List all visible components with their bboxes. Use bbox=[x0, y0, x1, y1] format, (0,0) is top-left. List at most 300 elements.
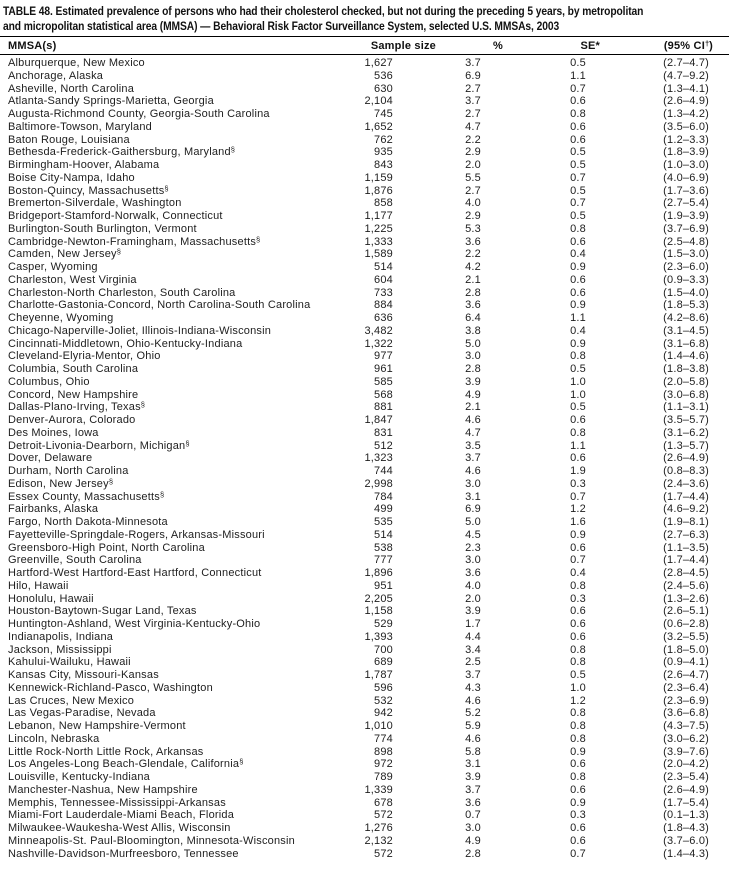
percent-cell: 3.0 bbox=[465, 477, 481, 490]
se-cell: 0.8 bbox=[570, 108, 586, 120]
mmsa-name: Durham, North Carolina bbox=[8, 465, 129, 477]
percent-cell: 4.0 bbox=[465, 579, 481, 592]
sample-size-cell: 774 bbox=[374, 732, 393, 745]
mmsa-cell bbox=[0, 55, 352, 70]
sample-size-cell: 529 bbox=[374, 618, 393, 630]
ci-cell: (1.3–5.7) bbox=[663, 439, 709, 452]
mmsa-name: Baltimore-Towson, Maryland bbox=[8, 120, 152, 133]
mmsa-name: Las Cruces, New Mexico bbox=[8, 694, 135, 707]
sample-size-cell: 1,159 bbox=[364, 171, 393, 184]
ci-cell: (1.8–3.9) bbox=[663, 146, 709, 159]
mmsa-name: Hilo, Hawaii bbox=[8, 579, 69, 592]
mmsa-cell bbox=[0, 159, 352, 172]
table-row bbox=[0, 440, 729, 453]
mmsa-cell bbox=[0, 108, 352, 121]
mmsa-name: Bethesda-Frederick-Gaithersburg, Maryland bbox=[8, 146, 231, 159]
se-cell: 0.6 bbox=[570, 630, 586, 643]
sample-size-cell: 1,876 bbox=[364, 184, 393, 197]
mmsa-name: Los Angeles-Long Beach-Glendale, California bbox=[8, 758, 240, 771]
percent-cell: 4.5 bbox=[465, 528, 481, 541]
mmsa-name: Fayetteville-Springdale-Rogers, Arkansas-Missouri bbox=[8, 528, 265, 541]
se-cell: 0.8 bbox=[570, 656, 586, 669]
table-row bbox=[0, 605, 729, 618]
sample-size-cell: 1,323 bbox=[364, 452, 393, 465]
se-cell: 0.4 bbox=[570, 248, 586, 261]
mmsa-name: Kahului-Wailuku, Hawaii bbox=[8, 656, 131, 669]
se-cell: 0.8 bbox=[570, 732, 586, 745]
se-cell: 0.9 bbox=[570, 261, 586, 273]
mmsa-name: Indianapolis, Indiana bbox=[8, 630, 114, 643]
ci-cell: (0.9–4.1) bbox=[663, 656, 709, 669]
se-cell: 0.6 bbox=[570, 95, 586, 108]
percent-cell: 3.4 bbox=[465, 643, 481, 656]
table-row bbox=[0, 797, 729, 810]
se-cell: 0.9 bbox=[570, 299, 586, 312]
table-row bbox=[0, 376, 729, 389]
ci-cell: (2.6–5.1) bbox=[663, 605, 709, 618]
se-cell: 1.0 bbox=[570, 388, 586, 401]
se-cell: 0.6 bbox=[570, 452, 586, 465]
percent-cell: 3.6 bbox=[465, 567, 481, 579]
se-cell: 1.0 bbox=[570, 375, 586, 388]
percent-cell: 4.9 bbox=[465, 834, 481, 847]
mmsa-cell bbox=[0, 414, 352, 427]
mmsa-name: Cleveland-Elyria-Mentor, Ohio bbox=[8, 350, 161, 363]
ci-cell: (2.3–5.4) bbox=[663, 771, 709, 783]
ci-cell: (2.7–4.7) bbox=[663, 57, 709, 69]
sample-size-cell: 1,225 bbox=[364, 222, 393, 235]
table-row bbox=[0, 299, 729, 312]
table-row bbox=[0, 554, 729, 567]
se-cell: 0.6 bbox=[570, 834, 586, 847]
ci-cell: (4.6–9.2) bbox=[663, 503, 709, 516]
ci-header-text: (95% CI bbox=[663, 40, 705, 52]
ci-cell: (1.1–3.1) bbox=[663, 401, 709, 414]
sample-size-cell: 532 bbox=[374, 694, 393, 707]
mmsa-cell bbox=[0, 720, 352, 733]
sample-size-cell: 843 bbox=[374, 159, 393, 171]
mmsa-name: Cincinnati-Middletown, Ohio-Kentucky-Indiana bbox=[8, 337, 243, 350]
ci-cell: (3.1–6.8) bbox=[663, 337, 709, 350]
mmsa-cell bbox=[0, 452, 352, 465]
ci-cell: (3.1–6.2) bbox=[663, 426, 709, 439]
ci-header-close: ) bbox=[709, 40, 713, 52]
table-row bbox=[0, 784, 729, 797]
sample-size-cell: 858 bbox=[374, 197, 393, 210]
table-row bbox=[0, 809, 729, 822]
se-cell: 0.6 bbox=[570, 235, 586, 248]
mmsa-cell bbox=[0, 401, 352, 414]
mmsa-cell bbox=[0, 478, 352, 491]
percent-cell: 2.2 bbox=[465, 248, 481, 261]
mmsa-cell bbox=[0, 70, 352, 83]
ci-cell: (3.5–6.0) bbox=[663, 120, 709, 133]
table-row bbox=[0, 427, 729, 440]
table-body bbox=[0, 55, 729, 861]
ci-cell: (1.7–3.6) bbox=[663, 184, 709, 197]
mmsa-cell bbox=[0, 695, 352, 708]
mmsa-cell bbox=[0, 427, 352, 440]
sample-size-cell: 1,652 bbox=[364, 120, 393, 133]
ci-cell: (1.9–3.9) bbox=[663, 210, 709, 222]
sample-size-cell: 881 bbox=[374, 401, 393, 414]
percent-cell: 0.7 bbox=[465, 809, 481, 822]
mmsa-name: Dallas-Plano-Irving, Texas bbox=[8, 401, 141, 414]
sample-size-cell: 744 bbox=[374, 465, 393, 477]
sample-size-cell: 1,589 bbox=[364, 248, 393, 261]
mmsa-cell bbox=[0, 707, 352, 720]
se-cell: 1.2 bbox=[570, 503, 586, 516]
percent-cell: 5.0 bbox=[465, 516, 481, 528]
mmsa-cell bbox=[0, 185, 352, 198]
sample-size-cell: 2,205 bbox=[364, 592, 393, 605]
table-row bbox=[0, 478, 729, 491]
percent-cell: 3.9 bbox=[465, 605, 481, 618]
ci-cell: (3.0–6.8) bbox=[663, 388, 709, 401]
sample-size-cell: 1,276 bbox=[364, 822, 393, 834]
table-row bbox=[0, 822, 729, 835]
ci-cell: (2.0–4.2) bbox=[663, 758, 709, 771]
percent-cell: 2.9 bbox=[465, 210, 481, 222]
sample-size-cell: 1,896 bbox=[364, 567, 393, 579]
percent-cell: 3.7 bbox=[465, 95, 481, 108]
ci-cell: (1.3–4.1) bbox=[663, 82, 709, 95]
table-title-line2: and micropolitan statistical area (MMSA) — Behavioral Risk Factor Surveillance System, selected U.S. MMSAs, 2003 bbox=[3, 18, 560, 33]
mmsa-name: Essex County, Massachusetts bbox=[8, 490, 160, 503]
percent-cell: 4.6 bbox=[465, 694, 481, 707]
mmsa-cell bbox=[0, 682, 352, 695]
table-row bbox=[0, 134, 729, 147]
ci-cell: (0.1–1.3) bbox=[663, 809, 709, 822]
table-row bbox=[0, 312, 729, 325]
percent-cell: 5.2 bbox=[465, 707, 481, 720]
sample-size-cell: 961 bbox=[374, 363, 393, 375]
sample-size-cell: 789 bbox=[374, 771, 393, 783]
mmsa-cell bbox=[0, 376, 352, 389]
mmsa-name: Huntington-Ashland, West Virginia-Kentucky-Ohio bbox=[8, 618, 261, 630]
table-row bbox=[0, 542, 729, 555]
mmsa-cell bbox=[0, 771, 352, 784]
section-footnote-mark: § bbox=[164, 184, 169, 193]
ci-cell: (0.8–8.3) bbox=[663, 465, 709, 477]
section-footnote-mark: § bbox=[116, 248, 121, 257]
mmsa-name: Houston-Baytown-Sugar Land, Texas bbox=[8, 605, 197, 618]
mmsa-name: Greensboro-High Point, North Carolina bbox=[8, 541, 205, 554]
table-row bbox=[0, 261, 729, 274]
mmsa-cell bbox=[0, 465, 352, 478]
se-cell: 0.3 bbox=[570, 809, 586, 822]
mmsa-cell bbox=[0, 784, 352, 797]
ci-cell: (1.8–5.3) bbox=[663, 299, 709, 312]
ci-cell: (3.7–6.9) bbox=[663, 222, 709, 235]
table-row bbox=[0, 491, 729, 504]
table-row bbox=[0, 95, 729, 108]
table-row bbox=[0, 274, 729, 287]
table-row bbox=[0, 248, 729, 261]
percent-cell: 4.0 bbox=[465, 197, 481, 210]
mmsa-name: Casper, Wyoming bbox=[8, 261, 98, 273]
sample-size-cell: 604 bbox=[374, 273, 393, 286]
percent-cell: 5.3 bbox=[465, 222, 481, 235]
mmsa-cell bbox=[0, 669, 352, 682]
ci-cell: (3.5–5.7) bbox=[663, 414, 709, 426]
percent-cell: 4.2 bbox=[465, 261, 481, 273]
mmsa-cell bbox=[0, 287, 352, 300]
table-row bbox=[0, 363, 729, 376]
mmsa-name: Miami-Fort Lauderdale-Miami Beach, Florida bbox=[8, 809, 235, 822]
table-row bbox=[0, 401, 729, 414]
sample-size-cell: 784 bbox=[374, 490, 393, 503]
se-cell: 0.7 bbox=[570, 490, 586, 503]
sample-size-cell: 762 bbox=[374, 133, 393, 146]
section-footnote-mark: § bbox=[230, 146, 235, 155]
section-footnote-mark: § bbox=[159, 490, 165, 499]
table-row bbox=[0, 656, 729, 669]
mmsa-name: Birmingham-Hoover, Alabama bbox=[8, 159, 160, 171]
sample-size-cell: 2,998 bbox=[364, 477, 393, 490]
table-row bbox=[0, 567, 729, 580]
mmsa-cell bbox=[0, 580, 352, 593]
percent-cell: 3.0 bbox=[465, 822, 481, 834]
table-title bbox=[0, 0, 729, 33]
mmsa-name: Columbus, Ohio bbox=[8, 375, 90, 388]
percent-cell: 6.4 bbox=[465, 312, 481, 324]
mmsa-cell bbox=[0, 223, 352, 236]
mmsa-cell bbox=[0, 134, 352, 147]
sample-size-cell: 1,010 bbox=[364, 720, 393, 732]
ci-cell: (4.3–7.5) bbox=[663, 720, 709, 732]
column-header-sample-size: Sample size bbox=[352, 37, 437, 55]
sample-size-cell: 535 bbox=[374, 516, 393, 528]
mmsa-name: Charleston, West Virginia bbox=[8, 273, 137, 286]
table-row bbox=[0, 758, 729, 771]
percent-cell: 1.7 bbox=[465, 618, 481, 630]
ci-cell: (1.4–4.3) bbox=[663, 847, 709, 860]
table-row bbox=[0, 338, 729, 351]
mmsa-name: Asheville, North Carolina bbox=[8, 82, 135, 95]
table-row bbox=[0, 172, 729, 185]
sample-size-cell: 514 bbox=[374, 261, 393, 273]
mmsa-cell bbox=[0, 542, 352, 555]
percent-cell: 2.9 bbox=[465, 146, 481, 159]
ci-cell: (1.7–4.4) bbox=[663, 490, 709, 503]
mmsa-cell bbox=[0, 733, 352, 746]
column-header-se: SE* bbox=[505, 37, 610, 55]
percent-cell: 2.7 bbox=[465, 108, 481, 120]
ci-cell: (1.0–3.0) bbox=[663, 159, 709, 171]
sample-size-cell: 1,158 bbox=[364, 605, 393, 618]
se-cell: 1.1 bbox=[570, 312, 586, 324]
mmsa-name: Boston-Quincy, Massachusetts bbox=[8, 184, 165, 197]
ci-cell: (2.7–5.4) bbox=[663, 197, 709, 210]
table-row bbox=[0, 682, 729, 695]
se-cell: 0.4 bbox=[570, 567, 586, 579]
mmsa-name: Lebanon, New Hampshire-Vermont bbox=[8, 720, 186, 732]
mmsa-cell bbox=[0, 274, 352, 287]
sample-size-cell: 831 bbox=[374, 426, 393, 439]
percent-cell: 3.1 bbox=[465, 490, 481, 503]
se-cell: 0.6 bbox=[570, 618, 586, 630]
table-row bbox=[0, 465, 729, 478]
mmsa-cell bbox=[0, 809, 352, 822]
mmsa-name: Memphis, Tennessee-Mississippi-Arkansas bbox=[8, 796, 226, 809]
se-cell: 0.7 bbox=[570, 82, 586, 95]
percent-cell: 3.8 bbox=[465, 324, 481, 337]
mmsa-name: Minneapolis-St. Paul-Bloomington, Minnesota-Wisconsin bbox=[8, 834, 295, 847]
mmsa-cell bbox=[0, 822, 352, 835]
mmsa-name: Little Rock-North Little Rock, Arkansas bbox=[8, 745, 204, 758]
sample-size-cell: 572 bbox=[374, 809, 393, 822]
mmsa-name: Anchorage, Alaska bbox=[8, 69, 104, 82]
table-row bbox=[0, 210, 729, 223]
percent-cell: 5.9 bbox=[465, 720, 481, 732]
sample-size-cell: 2,104 bbox=[364, 95, 393, 108]
mmsa-cell bbox=[0, 121, 352, 134]
se-cell: 0.6 bbox=[570, 120, 586, 133]
mmsa-cell bbox=[0, 338, 352, 351]
se-cell: 0.6 bbox=[570, 758, 586, 771]
section-footnote-mark: § bbox=[256, 235, 261, 244]
table-title-line1: TABLE 48. Estimated prevalence of persons who had their cholesterol checked, but not during the preceding 5 years, by metropolitan bbox=[3, 4, 644, 18]
percent-cell: 2.3 bbox=[465, 541, 481, 554]
se-cell: 0.8 bbox=[570, 426, 586, 439]
mmsa-cell bbox=[0, 491, 352, 504]
percent-cell: 3.9 bbox=[465, 771, 481, 783]
se-cell: 0.6 bbox=[570, 541, 586, 554]
sample-size-cell: 689 bbox=[374, 656, 393, 669]
percent-cell: 5.5 bbox=[465, 171, 481, 184]
mmsa-name: Bremerton-Silverdale, Washington bbox=[8, 197, 182, 210]
prevalence-table bbox=[0, 36, 729, 860]
ci-cell: (1.7–4.4) bbox=[663, 554, 709, 567]
se-cell: 0.4 bbox=[570, 324, 586, 337]
mmsa-cell bbox=[0, 567, 352, 580]
mmsa-name: Cambridge-Newton-Framingham, Massachusetts bbox=[8, 235, 257, 248]
table-row bbox=[0, 746, 729, 759]
mmsa-name: Baton Rouge, Louisiana bbox=[8, 133, 130, 146]
mmsa-cell bbox=[0, 835, 352, 848]
mmsa-name: Honolulu, Hawaii bbox=[8, 592, 94, 605]
mmsa-cell bbox=[0, 146, 352, 159]
se-cell: 0.8 bbox=[570, 707, 586, 720]
sample-size-cell: 499 bbox=[374, 503, 393, 516]
se-cell: 0.7 bbox=[570, 847, 586, 860]
se-cell: 1.1 bbox=[570, 439, 586, 452]
mmsa-name: Louisville, Kentucky-Indiana bbox=[8, 771, 150, 783]
percent-cell: 3.1 bbox=[465, 758, 481, 771]
table-row bbox=[0, 236, 729, 249]
mmsa-name: Denver-Aurora, Colorado bbox=[8, 414, 136, 426]
percent-cell: 2.8 bbox=[465, 847, 481, 860]
mmsa-cell bbox=[0, 848, 352, 861]
percent-cell: 2.8 bbox=[465, 286, 481, 299]
sample-size-cell: 630 bbox=[374, 82, 393, 95]
column-header-mmsa: MMSA(s) bbox=[0, 37, 352, 55]
sample-size-cell: 745 bbox=[374, 108, 393, 120]
se-cell: 1.1 bbox=[570, 69, 586, 82]
ci-cell: (3.0–6.2) bbox=[663, 732, 709, 745]
sample-size-cell: 596 bbox=[374, 681, 393, 694]
se-cell: 1.2 bbox=[570, 694, 586, 707]
table-header bbox=[0, 37, 729, 55]
ci-cell: (4.0–6.9) bbox=[663, 171, 709, 184]
percent-cell: 3.7 bbox=[465, 57, 481, 69]
percent-cell: 4.9 bbox=[465, 388, 481, 401]
mmsa-cell bbox=[0, 363, 352, 376]
percent-cell: 3.5 bbox=[465, 439, 481, 452]
sample-size-cell: 1,322 bbox=[364, 337, 393, 350]
se-cell: 0.5 bbox=[570, 669, 586, 681]
sample-size-cell: 514 bbox=[374, 528, 393, 541]
percent-cell: 4.6 bbox=[465, 465, 481, 477]
table-row bbox=[0, 108, 729, 121]
ci-cell: (1.3–2.6) bbox=[663, 592, 709, 605]
mmsa-cell bbox=[0, 95, 352, 108]
table-row bbox=[0, 720, 729, 733]
mmsa-name: Cheyenne, Wyoming bbox=[8, 312, 114, 324]
mmsa-name: Edison, New Jersey bbox=[8, 477, 109, 490]
ci-cell: (4.7–9.2) bbox=[663, 69, 709, 82]
mmsa-name: Las Vegas-Paradise, Nevada bbox=[8, 707, 156, 720]
table-row bbox=[0, 707, 729, 720]
mmsa-name: Alburquerque, New Mexico bbox=[8, 57, 145, 69]
percent-cell: 5.8 bbox=[465, 745, 481, 758]
section-footnote-mark: § bbox=[239, 758, 244, 767]
ci-cell: (1.3–4.2) bbox=[663, 108, 709, 120]
ci-cell: (1.8–4.3) bbox=[663, 822, 709, 834]
table-row bbox=[0, 835, 729, 848]
mmsa-name: Chicago-Naperville-Joliet, Illinois-Indiana-Wisconsin bbox=[8, 324, 272, 337]
mmsa-name: Des Moines, Iowa bbox=[8, 426, 99, 439]
table-row bbox=[0, 580, 729, 593]
percent-cell: 3.0 bbox=[465, 554, 481, 567]
mmsa-name: Charlotte-Gastonia-Concord, North Carolina-South Carolina bbox=[8, 299, 311, 312]
table-row bbox=[0, 669, 729, 682]
mmsa-name: Charleston-North Charleston, South Carolina bbox=[8, 286, 236, 299]
ci-cell: (3.6–6.8) bbox=[663, 707, 709, 720]
ci-cell: (2.8–4.5) bbox=[663, 567, 709, 579]
mmsa-cell bbox=[0, 656, 352, 669]
percent-cell: 2.2 bbox=[465, 133, 481, 146]
se-cell: 0.6 bbox=[570, 286, 586, 299]
mmsa-name: Dover, Delaware bbox=[8, 452, 93, 465]
sample-size-cell: 777 bbox=[374, 554, 393, 567]
table-row bbox=[0, 695, 729, 708]
table-row bbox=[0, 325, 729, 338]
sample-size-cell: 3,482 bbox=[364, 324, 393, 337]
ci-cell: (3.2–5.5) bbox=[663, 630, 709, 643]
sample-size-cell: 733 bbox=[374, 286, 393, 299]
mmsa-name: Camden, New Jersey bbox=[8, 248, 117, 261]
se-cell: 0.6 bbox=[570, 133, 586, 146]
percent-cell: 3.9 bbox=[465, 375, 481, 388]
mmsa-cell bbox=[0, 746, 352, 759]
sample-size-cell: 538 bbox=[374, 541, 393, 554]
se-cell: 1.9 bbox=[570, 465, 586, 477]
sample-size-cell: 678 bbox=[374, 796, 393, 809]
percent-cell: 2.5 bbox=[465, 656, 481, 669]
table-row bbox=[0, 733, 729, 746]
table-row bbox=[0, 146, 729, 159]
mmsa-cell bbox=[0, 236, 352, 249]
mmsa-cell bbox=[0, 644, 352, 657]
table-row bbox=[0, 83, 729, 96]
ci-cell: (1.1–3.5) bbox=[663, 541, 709, 554]
se-cell: 0.8 bbox=[570, 720, 586, 732]
mmsa-cell bbox=[0, 83, 352, 96]
sample-size-cell: 1,627 bbox=[364, 57, 393, 69]
sample-size-cell: 977 bbox=[374, 350, 393, 363]
